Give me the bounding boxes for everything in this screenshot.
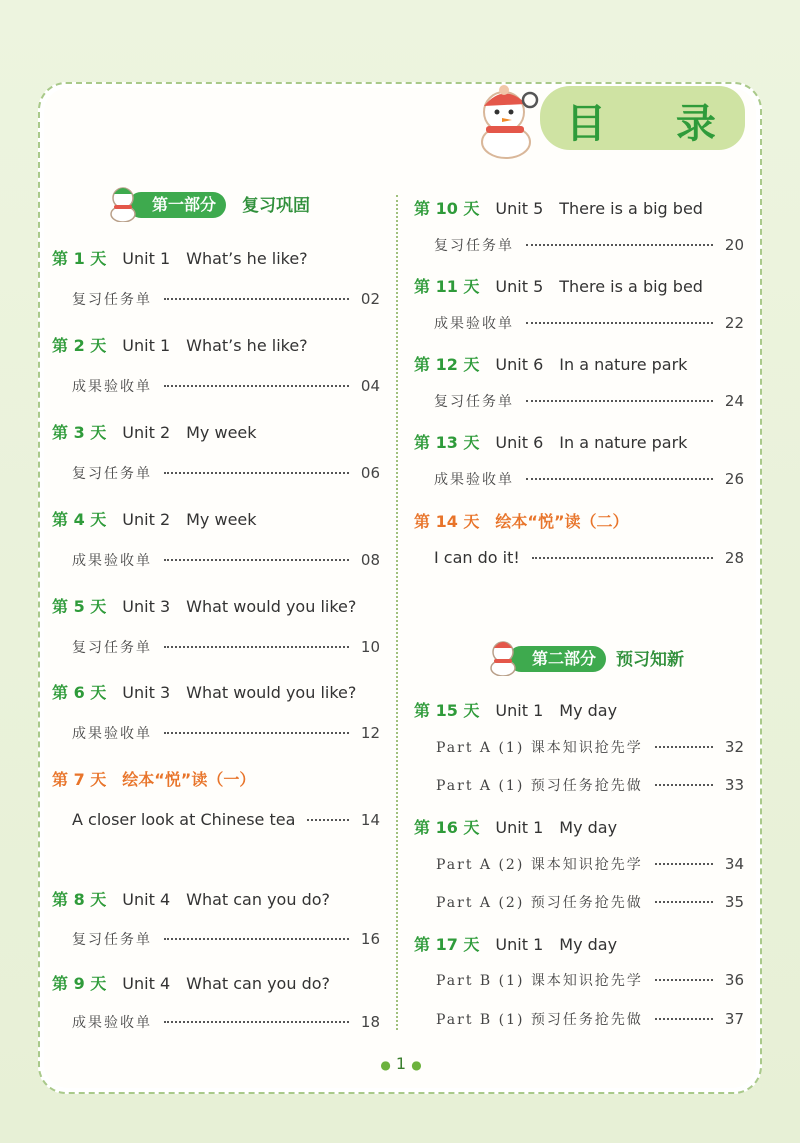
leader-dots [655,863,713,865]
unit-label: Unit 2 [122,510,171,529]
row-label: I can do it! [434,548,520,567]
unit-label: Unit 3 [122,597,171,616]
leader-dots [526,244,713,246]
lesson-title: What can you do? [186,890,330,909]
page-number: 35 [724,893,744,911]
day-label: 第 5 天 [52,597,107,616]
page-number: 18 [360,1013,380,1031]
toc-row[interactable] [434,391,744,411]
toc-day-2[interactable] [52,333,308,356]
toc-day-11[interactable] [414,274,703,297]
row-label: 复习任务单 [72,466,152,482]
section-subtitle: 复习巩固 [242,196,310,216]
toc-row[interactable] [436,892,744,912]
unit-label: Unit 1 [495,935,544,954]
row-label: Part A (1) 课本知识抢先学 [436,740,643,756]
unit-label: Unit 3 [122,683,171,702]
lesson-title: In a nature park [559,433,688,452]
section-header-part2 [486,644,736,674]
day-label: 第 14 天 [414,512,480,531]
lesson-title: 绘本“悦”读（二） [495,512,629,531]
day-label: 第 10 天 [414,199,480,218]
page-number: 33 [724,776,744,794]
toc-row[interactable] [72,810,380,829]
leader-dots [164,732,349,734]
toc-row[interactable] [72,376,380,396]
row-label: Part A (2) 课本知识抢先学 [436,857,643,873]
page-number: 24 [724,392,744,410]
section-pill: 第一部分 [128,192,226,218]
page-number: 10 [360,638,380,656]
leader-dots [532,557,713,559]
toc-row[interactable] [72,289,380,309]
page-number: 06 [360,464,380,482]
toc-row[interactable] [434,469,744,489]
toc-day-8[interactable] [52,887,330,910]
row-label: Part B (1) 预习任务抢先做 [436,1012,643,1028]
snowman-icon [486,638,520,676]
row-label: Part A (2) 预习任务抢先做 [436,895,643,911]
leader-dots [164,938,349,940]
toc-row[interactable] [436,1009,744,1029]
unit-label: Unit 6 [495,433,544,452]
lesson-title: There is a big bed [559,199,703,218]
lesson-title: 绘本“悦”读（一） [122,770,256,789]
snowman-mascot-icon [468,80,544,160]
column-divider [396,195,398,1030]
day-label: 第 2 天 [52,336,107,355]
unit-label: Unit 1 [495,701,544,720]
footer-page: 1 [395,1054,407,1073]
unit-label: Unit 4 [122,974,171,993]
leader-dots [655,746,713,748]
page-number: 28 [724,548,744,567]
row-label: Part A (1) 预习任务抢先做 [436,778,643,794]
leader-dots [164,385,349,387]
page-number: 36 [724,971,744,989]
toc-row[interactable] [72,1012,380,1032]
day-label: 第 9 天 [52,974,107,993]
day-label: 第 3 天 [52,423,107,442]
leader-dots [164,559,349,561]
leader-dots [655,1018,713,1020]
toc-row[interactable] [72,929,380,949]
leader-dots [526,322,713,324]
row-label: 成果验收单 [72,726,152,742]
page-number: 37 [724,1010,744,1028]
leader-dots [164,298,349,300]
day-label: 第 6 天 [52,683,107,702]
leader-dots [164,646,349,648]
row-label: 成果验收单 [72,553,152,569]
toc-row[interactable] [72,550,380,570]
unit-label: Unit 6 [495,355,544,374]
toc-day-9[interactable] [52,971,330,994]
section-pill: 第二部分 [508,646,606,672]
bullet-icon: ● [411,1058,422,1072]
lesson-title: What can you do? [186,974,330,993]
day-label: 第 17 天 [414,935,480,954]
leader-dots [526,478,713,480]
unit-label: Unit 4 [122,890,171,909]
toc-day-6[interactable] [52,680,356,703]
section-subtitle: 预习知新 [616,650,684,670]
row-label: 复习任务单 [72,932,152,948]
day-label: 第 4 天 [52,510,107,529]
day-label: 第 7 天 [52,770,107,789]
toc-day-1[interactable] [52,246,308,269]
toc-day-14[interactable] [414,509,628,532]
leader-dots [655,979,713,981]
toc-day-7[interactable] [52,767,255,790]
day-label: 第 8 天 [52,890,107,909]
toc-day-12[interactable] [414,352,687,375]
lesson-title: My day [559,818,618,837]
toc-day-4[interactable] [52,507,257,530]
snowman-icon [106,184,140,222]
toc-day-13[interactable] [414,430,687,453]
toc-day-3[interactable] [52,420,257,443]
toc-day-5[interactable] [52,594,356,617]
row-label: 复习任务单 [434,238,514,254]
unit-label: Unit 5 [495,277,544,296]
day-label: 第 12 天 [414,355,480,374]
page-number: 22 [724,314,744,332]
day-label: 第 15 天 [414,701,480,720]
row-label: A closer look at Chinese tea [72,810,296,829]
row-label: 成果验收单 [434,472,514,488]
unit-label: Unit 1 [495,818,544,837]
page-number: 32 [724,738,744,756]
unit-label: Unit 2 [122,423,171,442]
unit-label: Unit 1 [122,249,171,268]
toc-row[interactable] [72,723,380,743]
row-label: 成果验收单 [434,316,514,332]
lesson-title: My week [186,510,257,529]
row-label: Part B (1) 课本知识抢先学 [436,973,643,989]
toc-day-17[interactable] [414,932,617,955]
lesson-title: In a nature park [559,355,688,374]
row-label: 复习任务单 [434,394,514,410]
toc-row[interactable] [436,737,744,757]
lesson-title: What would you like? [186,597,357,616]
lesson-title: My week [186,423,257,442]
toc-day-10[interactable] [414,196,703,219]
row-label: 复习任务单 [72,640,152,656]
row-label: 复习任务单 [72,292,152,308]
toc-row[interactable] [434,313,744,333]
day-label: 第 13 天 [414,433,480,452]
page-title: 目 录 [566,101,744,147]
leader-dots [655,901,713,903]
lesson-title: My day [559,935,618,954]
leader-dots [655,784,713,786]
leader-dots [307,819,349,821]
row-label: 成果验收单 [72,1015,152,1031]
lesson-title: What’s he like? [186,336,308,355]
toc-row[interactable] [436,970,744,990]
leader-dots [526,400,713,402]
page-number: 16 [360,930,380,948]
leader-dots [164,472,349,474]
page-number: 04 [360,377,380,395]
day-label: 第 11 天 [414,277,480,296]
unit-label: Unit 5 [495,199,544,218]
bullet-icon: ● [380,1058,391,1072]
lesson-title: There is a big bed [559,277,703,296]
page-number: 20 [724,236,744,254]
toc-row[interactable] [436,854,744,874]
page-number: 02 [360,290,380,308]
toc-row[interactable] [434,235,744,255]
section-header-part1 [106,190,346,220]
page-number: 12 [360,724,380,742]
lesson-title: What would you like? [186,683,357,702]
page-number: 14 [360,810,380,829]
page-number: 34 [724,855,744,873]
toc-row[interactable] [72,463,380,483]
lesson-title: My day [559,701,618,720]
leader-dots [164,1021,349,1023]
row-label: 成果验收单 [72,379,152,395]
page-number: 26 [724,470,744,488]
unit-label: Unit 1 [122,336,171,355]
page-footer-number [366,1054,436,1073]
page-number: 08 [360,551,380,569]
day-label: 第 1 天 [52,249,107,268]
toc-row[interactable] [72,637,380,657]
toc-row[interactable] [436,775,744,795]
toc-day-16[interactable] [414,815,617,838]
toc-day-15[interactable] [414,698,617,721]
day-label: 第 16 天 [414,818,480,837]
lesson-title: What’s he like? [186,249,308,268]
toc-row[interactable] [434,548,744,567]
